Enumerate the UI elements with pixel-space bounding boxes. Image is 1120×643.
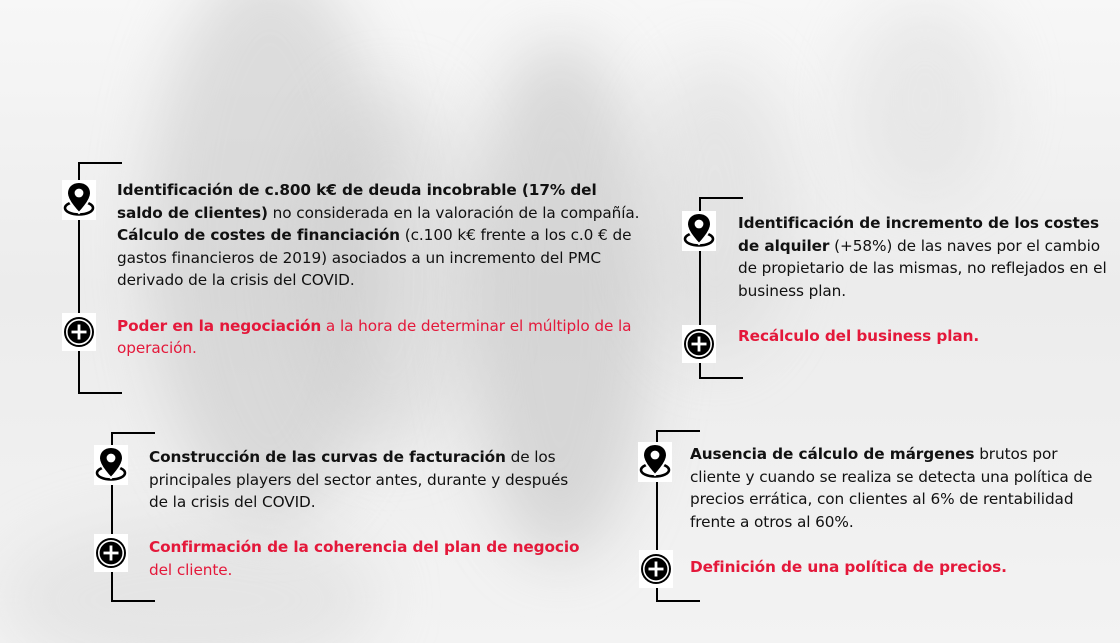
plus-circle-icon bbox=[682, 325, 716, 363]
map-pin-icon bbox=[638, 442, 672, 482]
finding-text bbox=[690, 443, 1112, 579]
finding-text bbox=[149, 446, 589, 582]
finding-card-4 bbox=[638, 430, 1113, 602]
finding-paragraph-1: Identificación de c.800 k€ de deuda incobrable (17% del saldo de clientes) no considerada en la valoración de la compañía. bbox=[117, 181, 640, 222]
map-pin-icon bbox=[682, 211, 716, 251]
finding-card-1 bbox=[62, 162, 642, 394]
finding-paragraph-2: Cálculo de costes de financiación (c.100 k€ frente a los c.0 € de gastos financieros de 2019) asociados a un incremento del PMC derivado de la crisis del COVID. bbox=[117, 226, 632, 290]
finding-paragraph-1: Construcción de las curvas de facturación de los principales players del sector antes, durante y después de la crisis del COVID. bbox=[149, 448, 569, 512]
plus-circle-icon bbox=[62, 313, 96, 351]
finding-card-3 bbox=[94, 432, 594, 602]
finding-text bbox=[738, 212, 1110, 348]
result-text: Recálculo del business plan. bbox=[738, 326, 980, 345]
plus-circle-icon bbox=[94, 534, 128, 572]
finding-card-2 bbox=[682, 197, 1112, 379]
result-text: Confirmación de la coherencia del plan de negocio del cliente. bbox=[149, 538, 580, 579]
map-pin-icon bbox=[62, 180, 96, 220]
result-text: Definición de una política de precios. bbox=[690, 557, 1007, 576]
finding-paragraph-1: Identificación de incremento de los costes de alquiler (+58%) de las naves por el cambio de propietario de las mismas, no reflejados en el business plan. bbox=[738, 214, 1107, 300]
map-pin-icon bbox=[94, 445, 128, 485]
plus-circle-icon bbox=[639, 550, 673, 588]
finding-text bbox=[117, 179, 647, 360]
finding-paragraph-1: Ausencia de cálculo de márgenes brutos por cliente y cuando se realiza se detecta una política de precios errática, con clientes al 6% de rentabilidad frente a otros al 60%. bbox=[690, 445, 1093, 531]
result-text: Poder en la negociación a la hora de determinar el múltiplo de la operación. bbox=[117, 316, 632, 358]
